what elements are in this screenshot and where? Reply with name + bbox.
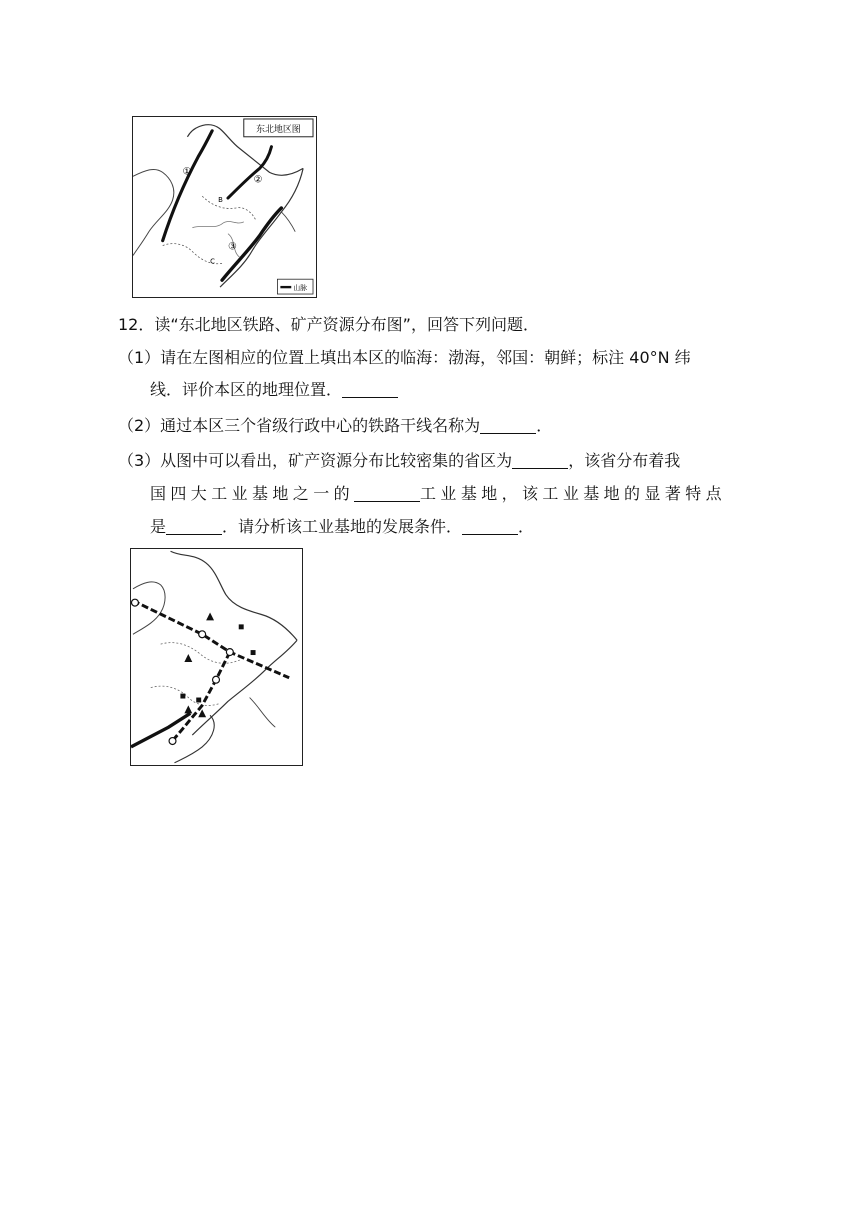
- map1-label-b: B: [218, 196, 223, 205]
- oil-field-marker: [184, 705, 192, 713]
- city-marker: [131, 599, 138, 606]
- city-marker: [213, 676, 220, 683]
- coal-mine-marker: [251, 650, 256, 655]
- map1-label-c: C: [210, 257, 215, 266]
- mountain-range-2: [228, 147, 272, 198]
- map1-label-3: ③: [227, 241, 237, 253]
- map2-border-west: [133, 582, 165, 634]
- map1-label-1: ①: [182, 166, 192, 178]
- map1-river: [192, 222, 243, 228]
- question-number: 12．: [118, 315, 155, 334]
- part3-line3-a: 是: [150, 517, 167, 536]
- part3-line2: [150, 478, 726, 510]
- part2-line: [118, 410, 552, 442]
- answer-blank-conditions[interactable]: [462, 516, 518, 535]
- map1-border-west: [133, 169, 174, 255]
- part3-line3-end: ．: [518, 517, 535, 536]
- city-marker: [226, 649, 233, 656]
- question-stem: [118, 309, 539, 341]
- city-marker: [169, 738, 176, 745]
- coal-mine-marker: [180, 694, 185, 699]
- part2-text: （2）通过本区三个省级行政中心的铁路干线名称为: [118, 416, 481, 435]
- question-stem-text: 读“东北地区铁路、矿产资源分布图”，回答下列问题．: [154, 315, 539, 334]
- map1-title: 东北地区图: [256, 124, 301, 135]
- oil-field-marker: [184, 654, 192, 662]
- answer-blank-feature[interactable]: [166, 516, 222, 535]
- part2-end: ．: [536, 416, 553, 435]
- map1-label-2: ②: [253, 174, 263, 186]
- railway-mineral-map: [130, 548, 303, 766]
- part3-line1-a: （3）从图中可以看出，矿产资源分布比较密集的省区为: [118, 451, 513, 470]
- coal-mine-marker: [239, 624, 244, 629]
- part3-line2-b: 工业基地，该工业基地的显著特点: [420, 484, 727, 503]
- railway-line-north-south: [171, 652, 230, 743]
- map2-peninsula: [174, 715, 214, 762]
- answer-blank-geographic-position[interactable]: [342, 379, 398, 398]
- part1-line1: （1）请在左图相应的位置上填出本区的临海：渤海，邻国：朝鲜；标注 40°N 纬: [118, 348, 691, 367]
- northeast-region-map: [132, 116, 317, 298]
- part3-line3: [150, 511, 534, 543]
- answer-blank-industrial-base[interactable]: [354, 483, 420, 502]
- coal-mine-marker: [196, 698, 201, 703]
- part3-line1-b: ，该省分布着我: [568, 451, 681, 470]
- map1-border-korea: [281, 212, 295, 232]
- map2-border-korea: [250, 698, 276, 728]
- mountain-range-1: [163, 131, 212, 241]
- part3-line2-a: 国四大工业基地之一的: [150, 484, 355, 503]
- oil-field-marker: [206, 613, 214, 621]
- map2-coast-east: [192, 640, 297, 735]
- part3-line3-b: ．请分析该工业基地的发展条件．: [222, 517, 463, 536]
- part3-line1: [118, 445, 680, 477]
- map1-legend-label: 山脉: [293, 284, 308, 293]
- map1-province-line-2: [202, 196, 255, 220]
- railway-line-east-west: [133, 601, 289, 678]
- city-marker: [199, 631, 206, 638]
- railway-mineral-drawing: [131, 549, 302, 765]
- part1-line2-text: 线．评价本区的地理位置．: [150, 380, 343, 399]
- answer-blank-province[interactable]: [512, 450, 568, 469]
- part1-line2: [150, 374, 398, 406]
- answer-blank-railway-name[interactable]: [480, 415, 536, 434]
- northeast-map-drawing: [133, 117, 316, 297]
